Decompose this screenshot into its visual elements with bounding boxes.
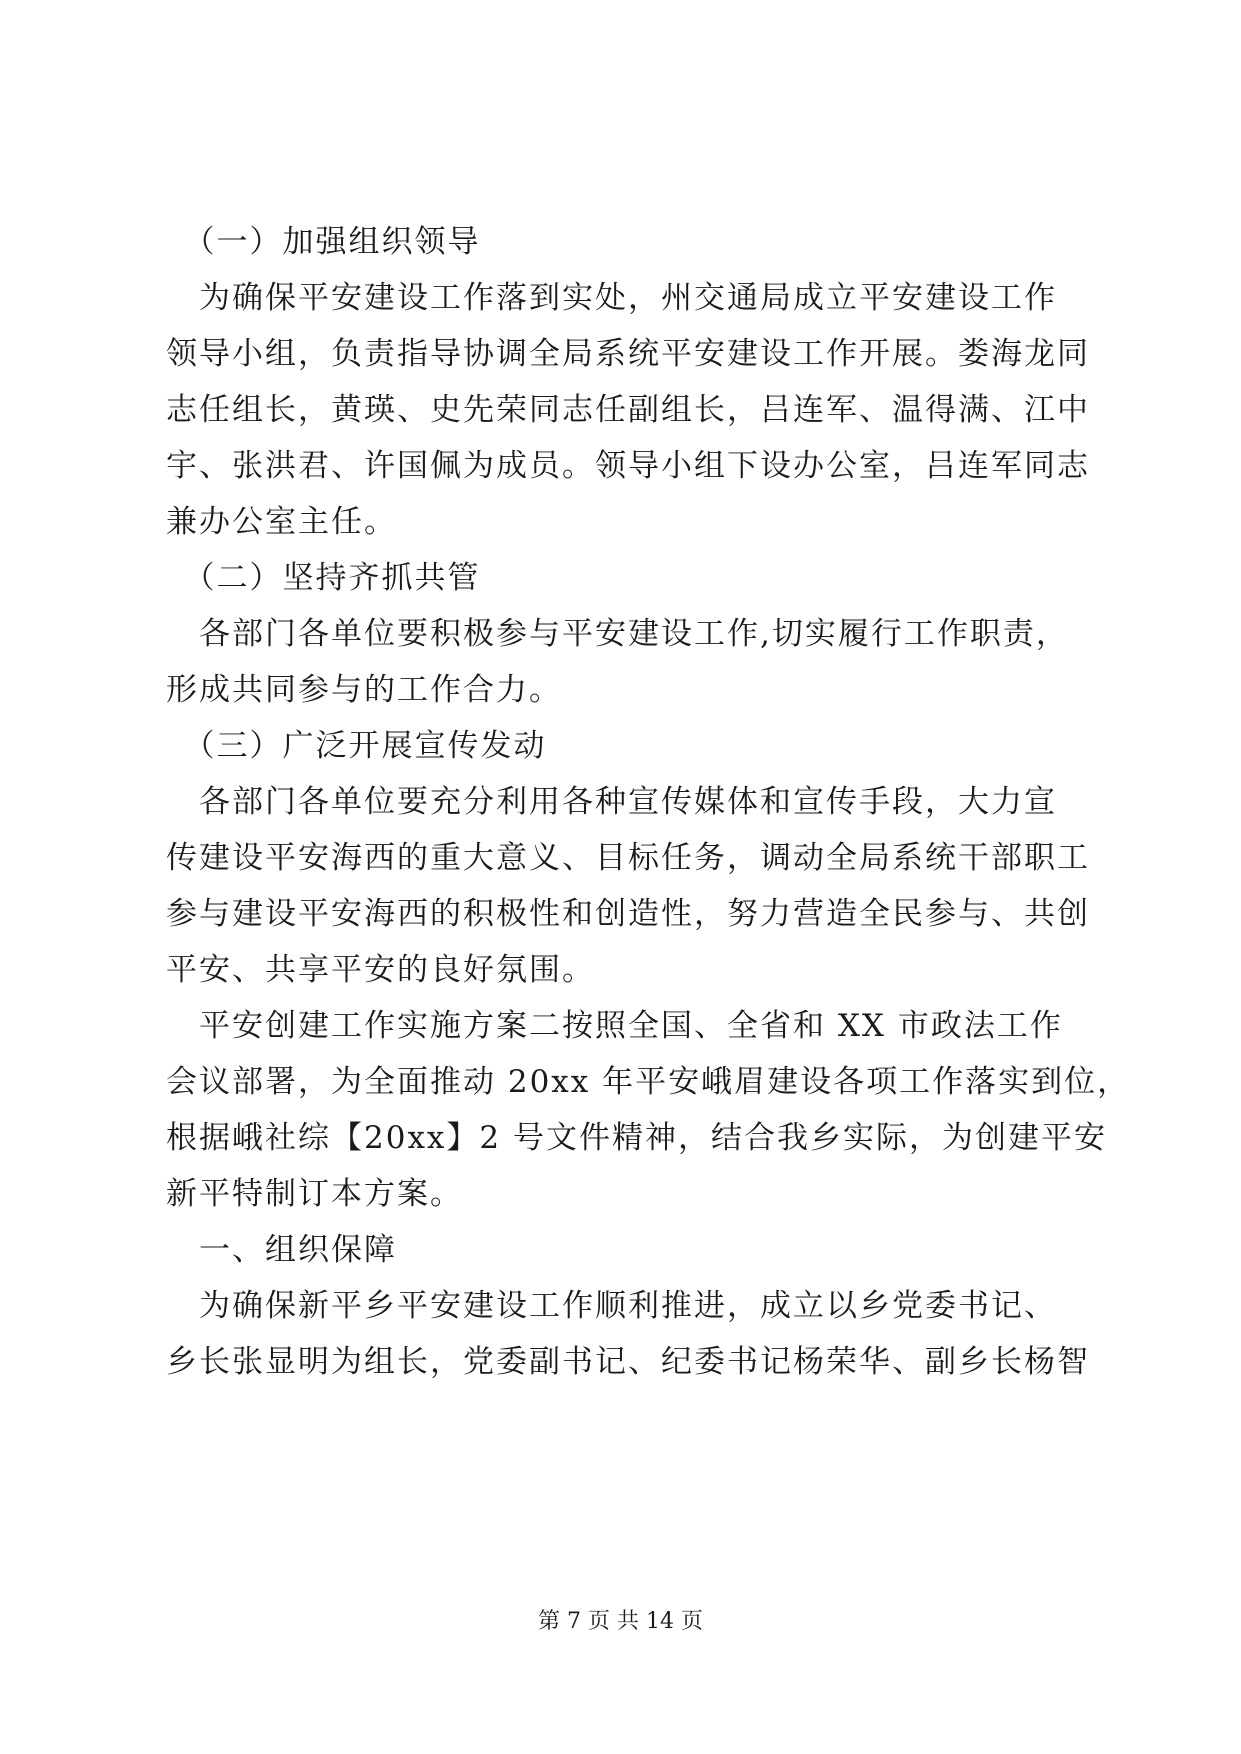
paragraph-line: 平安创建工作实施方案二按照全国、全省和 XX 市政法工作 [166,1008,1063,1044]
paragraph-line: 新平特制订本方案。 [166,1176,463,1212]
paragraph-line: 平安、共享平安的良好氛围。 [166,952,595,988]
paragraph-line: 根据峨社综【20xx】2 号文件精神，结合我乡实际，为创建平安 [166,1120,1107,1156]
paragraph-line: 会议部署，为全面推动 20xx 年平安峨眉建设各项工作落实到位， [166,1064,1131,1100]
page-number-footer: 第 7 页 共 14 页 [538,1609,703,1634]
section-heading-strengthen-leadership: （一）加强组织领导 [166,224,481,260]
paragraph-line: 乡长张显明为组长，党委副书记、纪委书记杨荣华、副乡长杨智 [166,1344,1090,1380]
paragraph-line: 领导小组，负责指导协调全局系统平安建设工作开展。娄海龙同 [166,336,1090,372]
paragraph-line: 为确保平安建设工作落到实处，州交通局成立平安建设工作 [166,280,1057,316]
paragraph-line: 形成共同参与的工作合力。 [166,672,562,708]
paragraph-line: 各部门各单位要充分利用各种宣传媒体和宣传手段，大力宣 [166,784,1057,820]
section-heading-publicity: （三）广泛开展宣传发动 [166,728,547,764]
section-heading-joint-management: （二）坚持齐抓共管 [166,560,481,596]
section-heading-organization: 一、组织保障 [166,1232,397,1268]
paragraph-line: 传建设平安海西的重大意义、目标任务，调动全局系统干部职工 [166,840,1090,876]
paragraph-line: 志任组长，黄瑛、史先荣同志任副组长，吕连军、温得满、江中 [166,392,1090,428]
paragraph-line: 兼办公室主任。 [166,504,397,540]
paragraph-line: 宇、张洪君、许国佩为成员。领导小组下设办公室，吕连军同志 [166,448,1090,484]
paragraph-line: 参与建设平安海西的积极性和创造性，努力营造全民参与、共创 [166,896,1090,932]
paragraph-line: 为确保新平乡平安建设工作顺利推进，成立以乡党委书记、 [166,1288,1057,1324]
paragraph-line: 各部门各单位要积极参与平安建设工作,切实履行工作职责， [166,616,1069,652]
